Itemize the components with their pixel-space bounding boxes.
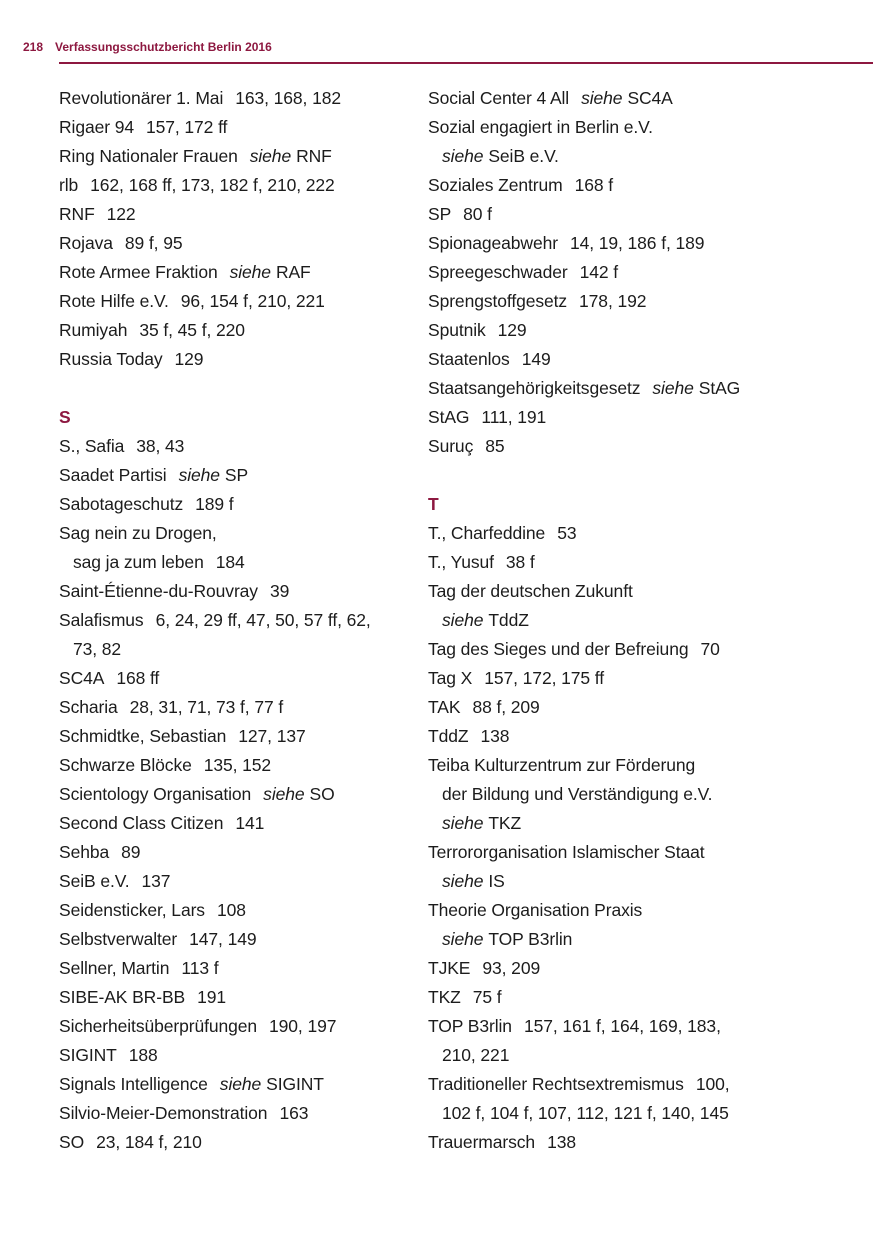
index-term: Tag des Sieges und der Befreiung xyxy=(428,639,689,659)
index-entry-continuation xyxy=(59,635,414,664)
page-references: 70 xyxy=(700,639,720,659)
page-references: 190, 197 xyxy=(269,1016,337,1036)
index-term: T., Charfeddine xyxy=(428,523,546,543)
index-term: Tag X xyxy=(428,668,473,688)
index-entry xyxy=(428,983,868,1012)
index-term: Ring Nationaler Frauen xyxy=(59,146,238,166)
page-references: 113 f xyxy=(181,958,219,978)
index-entry xyxy=(59,1128,414,1157)
page-references: 184 xyxy=(215,552,245,572)
index-column-right xyxy=(428,84,868,1157)
index-entry xyxy=(428,954,868,983)
index-entry xyxy=(59,461,414,490)
header-rule xyxy=(59,62,873,64)
index-entry xyxy=(59,142,414,171)
index-term: Rigaer 94 xyxy=(59,117,134,137)
page-references: 178, 192 xyxy=(579,291,647,311)
index-term: Tag der deutschen Zukunft xyxy=(428,581,633,601)
page-references: 127, 137 xyxy=(238,726,306,746)
page-references: 80 f xyxy=(463,204,492,224)
index-entry xyxy=(59,519,414,548)
page-references: 38, 43 xyxy=(136,436,185,456)
index-entry-continuation xyxy=(428,809,868,838)
index-term: Staatsangehörigkeitsgesetz xyxy=(428,378,641,398)
index-term: Sag nein zu Drogen, xyxy=(59,523,217,543)
page-references: 96, 154 f, 210, 221 xyxy=(180,291,325,311)
index-term: Salafismus xyxy=(59,610,144,630)
index-term: rlb xyxy=(59,175,79,195)
index-term: SIBE-AK BR-BB xyxy=(59,987,186,1007)
index-entry xyxy=(59,693,414,722)
index-entry xyxy=(428,548,868,577)
index-term: TOP B3rlin xyxy=(428,1016,512,1036)
see-reference-target: SO xyxy=(309,784,335,804)
page-references: 188 xyxy=(128,1045,158,1065)
page-references: 111, 191 xyxy=(481,407,547,427)
index-entry xyxy=(428,722,868,751)
page-number: 218 xyxy=(23,40,44,54)
index-entry xyxy=(59,606,414,635)
see-reference-target: SIGINT xyxy=(266,1074,324,1094)
index-entry-continuation xyxy=(428,606,868,635)
index-entry-continuation xyxy=(428,1041,868,1070)
index-entry xyxy=(59,229,414,258)
page-references: 129 xyxy=(497,320,527,340)
index-entry xyxy=(428,635,868,664)
page-references: 137 xyxy=(141,871,171,891)
index-term: der Bildung und Verständigung e.V. xyxy=(442,784,713,804)
spacer xyxy=(428,461,868,490)
page-references: 147, 149 xyxy=(189,929,257,949)
index-entry xyxy=(428,374,868,403)
index-entry xyxy=(428,113,868,142)
page-references: 35 f, 45 f, 220 xyxy=(139,320,245,340)
page-references: 157, 172, 175 ff xyxy=(484,668,604,688)
index-entry xyxy=(59,258,414,287)
index-term: Sprengstoffgesetz xyxy=(428,291,568,311)
index-term: Silvio-Meier-Demonstration xyxy=(59,1103,268,1123)
see-reference-target: StAG xyxy=(698,378,741,398)
page-references: 28, 31, 71, 73 f, 77 f xyxy=(129,697,284,717)
index-term: 73, 82 xyxy=(73,639,122,659)
index-term: Sputnik xyxy=(428,320,486,340)
see-reference-label: siehe xyxy=(178,465,220,485)
see-reference-label: siehe xyxy=(442,871,484,891)
page-references: 191 xyxy=(197,987,227,1007)
index-entry xyxy=(428,258,868,287)
see-reference-label: siehe xyxy=(219,1074,262,1094)
index-entry xyxy=(59,896,414,925)
page-references: 23, 184 f, 210 xyxy=(96,1132,202,1152)
index-entry xyxy=(59,490,414,519)
section-letter: S xyxy=(59,407,71,427)
index-term: Second Class Citizen xyxy=(59,813,224,833)
page-references: 14, 19, 186 f, 189 xyxy=(569,233,705,253)
index-term: SO xyxy=(59,1132,85,1152)
index-term: 210, 221 xyxy=(442,1045,510,1065)
index-entry xyxy=(428,1012,868,1041)
index-term: Staatenlos xyxy=(428,349,510,369)
see-reference-label: siehe xyxy=(442,610,484,630)
index-term: TddZ xyxy=(428,726,469,746)
index-entry xyxy=(59,577,414,606)
index-entry xyxy=(59,1041,414,1070)
index-entry xyxy=(59,113,414,142)
index-term: Rote Armee Fraktion xyxy=(59,262,218,282)
spacer xyxy=(59,374,414,403)
index-term: Theorie Organisation Praxis xyxy=(428,900,643,920)
page-references: 38 f xyxy=(505,552,535,572)
index-term: Sozial engagiert in Berlin e.V. xyxy=(428,117,653,137)
index-entry xyxy=(59,751,414,780)
index-entry xyxy=(428,1070,868,1099)
page-references: 129 xyxy=(174,349,204,369)
page-references: 100, xyxy=(695,1074,730,1094)
index-entry xyxy=(59,722,414,751)
see-reference-target: RNF xyxy=(296,146,332,166)
index-term: TAK xyxy=(428,697,461,717)
index-entry-continuation xyxy=(428,867,868,896)
page-references: 142 f xyxy=(579,262,618,282)
index-term: Schmidtke, Sebastian xyxy=(59,726,227,746)
see-reference-target: RAF xyxy=(275,262,311,282)
page-references: 157, 161 f, 164, 169, 183, xyxy=(523,1016,721,1036)
index-entry xyxy=(59,287,414,316)
index-term: Russia Today xyxy=(59,349,163,369)
index-term: Sabotageschutz xyxy=(59,494,184,514)
page-references: 135, 152 xyxy=(203,755,272,775)
index-entry xyxy=(59,316,414,345)
index-entry xyxy=(59,171,414,200)
index-entry xyxy=(428,577,868,606)
index-entry xyxy=(428,171,868,200)
index-entry xyxy=(428,229,868,258)
index-entry xyxy=(428,316,868,345)
index-entry xyxy=(59,983,414,1012)
page-references: 162, 168 ff, 173, 182 f, 210, 222 xyxy=(90,175,335,195)
see-reference-target: TddZ xyxy=(488,610,529,630)
index-term: Saint-Étienne-du-Rouvray xyxy=(59,581,258,601)
index-term: sag ja zum leben xyxy=(73,552,204,572)
see-reference-label: siehe xyxy=(442,813,484,833)
index-term: Seidensticker, Lars xyxy=(59,900,205,920)
index-entry xyxy=(428,693,868,722)
index-term: S., Safia xyxy=(59,436,125,456)
see-reference-label: siehe xyxy=(581,88,623,108)
index-entry xyxy=(428,664,868,693)
page-references: 138 xyxy=(547,1132,576,1152)
index-entry xyxy=(428,896,868,925)
see-reference-label: siehe xyxy=(442,929,484,949)
index-entry xyxy=(428,519,868,548)
index-term: SeiB e.V. xyxy=(59,871,130,891)
index-term: 102 f, 104 f, 107, 112, 121 f, 140, 145 xyxy=(442,1103,729,1123)
index-term: Revolutionärer 1. Mai xyxy=(59,88,224,108)
index-entry xyxy=(59,780,414,809)
running-header xyxy=(23,40,272,60)
index-term: T., Yusuf xyxy=(428,552,494,572)
page-references: 85 xyxy=(485,436,505,456)
index-entry-continuation xyxy=(428,780,868,809)
page-references: 89 xyxy=(121,842,141,862)
page-references: 6, 24, 29 ff, 47, 50, 57 ff, 62, xyxy=(155,610,371,630)
index-entry xyxy=(59,1070,414,1099)
page-references: 122 xyxy=(106,204,136,224)
index-term: Spionageabwehr xyxy=(428,233,558,253)
index-entry xyxy=(428,751,868,780)
index-entry xyxy=(59,432,414,461)
page-references: 53 xyxy=(557,523,577,543)
index-term: Sicherheitsüberprüfungen xyxy=(59,1016,258,1036)
index-entry xyxy=(59,1012,414,1041)
index-term: Trauermarsch xyxy=(428,1132,536,1152)
index-term: Traditioneller Rechtsextremismus xyxy=(428,1074,684,1094)
index-term: TKZ xyxy=(428,987,461,1007)
index-term: Scientology Organisation xyxy=(59,784,252,804)
index-term: Social Center 4 All xyxy=(428,88,570,108)
index-term: Suruç xyxy=(428,436,474,456)
see-reference-label: siehe xyxy=(263,784,305,804)
page-references: 157, 172 ff xyxy=(145,117,228,137)
index-entry-continuation xyxy=(59,548,414,577)
index-entry xyxy=(59,838,414,867)
page-references: 168 f xyxy=(574,175,614,195)
see-reference-target: SeiB e.V. xyxy=(488,146,559,166)
see-reference-target: SP xyxy=(224,465,249,485)
see-reference-target: TOP B3rlin xyxy=(488,929,573,949)
index-entry-continuation xyxy=(428,1099,868,1128)
running-title: Verfassungsschutzbericht Berlin 2016 xyxy=(55,40,272,54)
page-references: 108 xyxy=(216,900,246,920)
index-entry xyxy=(59,345,414,374)
index-entry xyxy=(428,432,868,461)
page-references: 189 f xyxy=(195,494,234,514)
see-reference-label: siehe xyxy=(229,262,271,282)
page-references: 168 ff xyxy=(116,668,160,688)
page-references: 93, 209 xyxy=(482,958,541,978)
index-term: Rojava xyxy=(59,233,113,253)
index-term: Scharia xyxy=(59,697,118,717)
index-entry xyxy=(428,200,868,229)
index-term: Saadet Partisi xyxy=(59,465,167,485)
index-entry xyxy=(59,809,414,838)
page-references: 88 f, 209 xyxy=(472,697,540,717)
index-term: Sehba xyxy=(59,842,110,862)
index-term: Rumiyah xyxy=(59,320,128,340)
index-term: Selbstverwalter xyxy=(59,929,178,949)
index-term: SC4A xyxy=(59,668,105,688)
index-term: Spreegeschwader xyxy=(428,262,568,282)
page-references: 141 xyxy=(235,813,265,833)
section-letter: T xyxy=(428,494,439,514)
page-references: 39 xyxy=(269,581,290,601)
index-entry xyxy=(59,200,414,229)
see-reference-label: siehe xyxy=(249,146,292,166)
page-references: 138 xyxy=(480,726,510,746)
page-references: 163 xyxy=(279,1103,309,1123)
index-entry xyxy=(59,84,414,113)
index-term: Soziales Zentrum xyxy=(428,175,563,195)
index-term: Sellner, Martin xyxy=(59,958,170,978)
see-reference-target: TKZ xyxy=(488,813,522,833)
index-term: SP xyxy=(428,204,452,224)
index-term: Rote Hilfe e.V. xyxy=(59,291,169,311)
index-entry-continuation xyxy=(428,142,868,171)
index-entry xyxy=(428,84,868,113)
index-entry xyxy=(428,345,868,374)
index-entry xyxy=(59,664,414,693)
index-term: Terrororganisation Islamischer Staat xyxy=(428,842,705,862)
index-entry xyxy=(59,867,414,896)
see-reference-target: IS xyxy=(488,871,505,891)
index-entry xyxy=(59,954,414,983)
index-entry xyxy=(428,403,868,432)
see-reference-label: siehe xyxy=(652,378,694,398)
index-entry xyxy=(428,287,868,316)
index-entry xyxy=(59,1099,414,1128)
index-term: TJKE xyxy=(428,958,471,978)
see-reference-target: SC4A xyxy=(627,88,673,108)
index-term: Schwarze Blöcke xyxy=(59,755,192,775)
page-references: 163, 168, 182 xyxy=(235,88,341,108)
index-column-left xyxy=(59,84,414,1157)
index-term: StAG xyxy=(428,407,470,427)
see-reference-label: siehe xyxy=(442,146,484,166)
index-term: SIGINT xyxy=(59,1045,117,1065)
index-entry xyxy=(428,838,868,867)
page-references: 89 f, 95 xyxy=(124,233,183,253)
index-term: RNF xyxy=(59,204,95,224)
index-term: Signals Intelligence xyxy=(59,1074,208,1094)
index-entry-continuation xyxy=(428,925,868,954)
index-term: Teiba Kulturzentrum zur Förderung xyxy=(428,755,696,775)
page-references: 75 f xyxy=(472,987,502,1007)
index-entry xyxy=(428,1128,868,1157)
index-entry xyxy=(59,925,414,954)
page-references: 149 xyxy=(521,349,551,369)
